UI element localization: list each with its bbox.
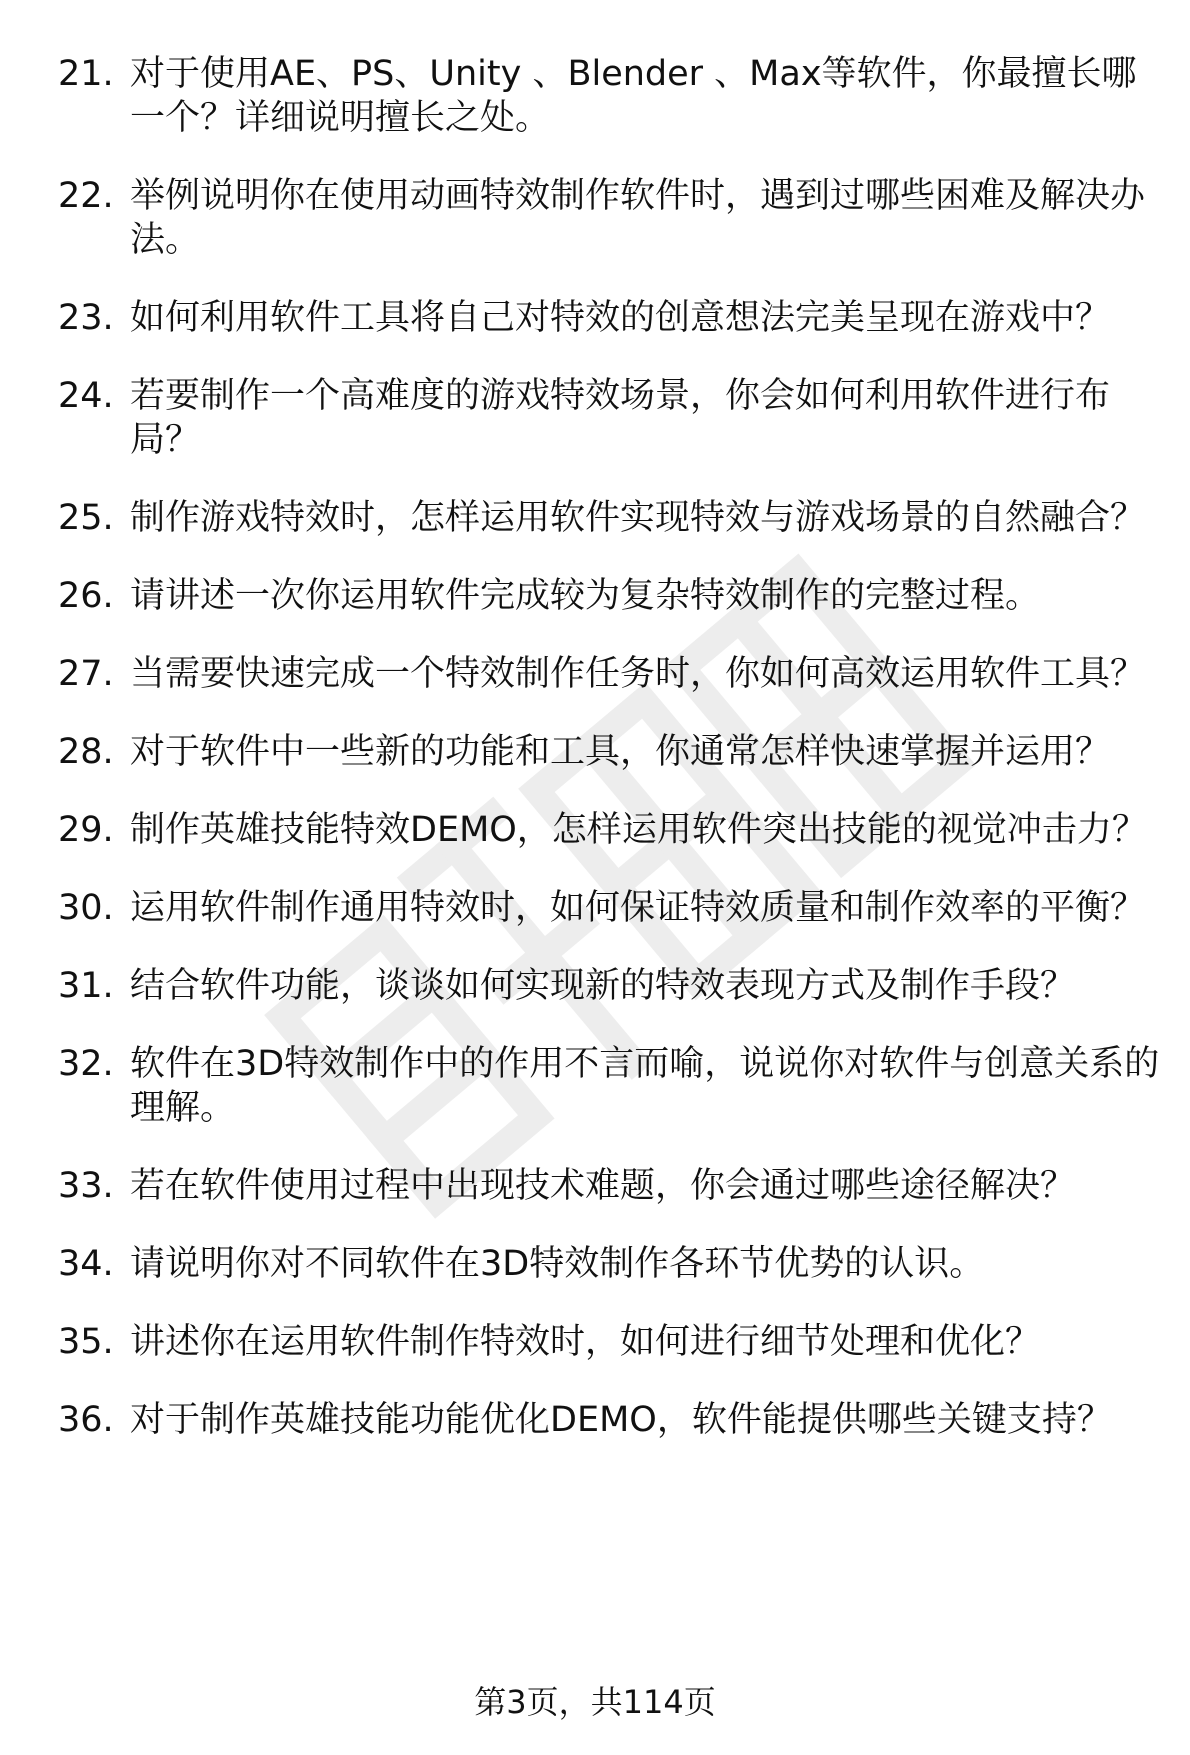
question-number: 35. xyxy=(58,1322,114,1362)
question-text: 制作英雄技能特效DEMO，怎样运用软件突出技能的视觉冲击力？ xyxy=(130,810,1147,850)
question-text: 讲述你在运用软件制作特效时，如何进行细节处理和优化？ xyxy=(130,1322,1041,1362)
question-text: 请讲述一次你运用软件完成较为复杂特效制作的完整过程。 xyxy=(130,576,1041,616)
question-item xyxy=(0,174,1190,262)
question-text: 若在软件使用过程中出现技术难题，你会通过哪些途径解决？ xyxy=(130,1166,1076,1206)
question-number: 26. xyxy=(58,576,114,616)
question-item xyxy=(0,652,1190,696)
question-number: 34. xyxy=(58,1244,114,1284)
question-item xyxy=(0,1398,1190,1442)
question-item xyxy=(0,1242,1190,1286)
question-text: 软件在3D特效制作中的作用不言而喻，说说你对软件与创意关系的理解。 xyxy=(130,1044,1160,1128)
question-item xyxy=(0,574,1190,618)
question-item xyxy=(0,730,1190,774)
question-number: 27. xyxy=(58,654,114,694)
question-item xyxy=(0,296,1190,340)
question-number: 36. xyxy=(58,1400,114,1440)
question-text: 当需要快速完成一个特效制作任务时，你如何高效运用软件工具？ xyxy=(130,654,1146,694)
question-number: 29. xyxy=(58,810,114,850)
question-item xyxy=(0,1320,1190,1364)
question-number: 32. xyxy=(58,1044,114,1084)
question-list xyxy=(0,52,1190,1476)
question-number: 28. xyxy=(58,732,114,772)
question-text: 举例说明你在使用动画特效制作软件时，遇到过哪些困难及解决办法。 xyxy=(130,176,1146,260)
question-text: 结合软件功能，谈谈如何实现新的特效表现方式及制作手段？ xyxy=(130,966,1076,1006)
question-item xyxy=(0,374,1190,462)
question-text: 对于制作英雄技能功能优化DEMO，软件能提供哪些关键支持？ xyxy=(130,1400,1112,1440)
question-number: 21. xyxy=(58,54,114,94)
question-text: 对于使用AE、PS、Unity 、Blender 、Max等软件，你最擅长哪一个？详细说明擅长之处。 xyxy=(130,54,1137,138)
question-number: 23. xyxy=(58,298,114,338)
question-text: 请说明你对不同软件在3D特效制作各环节优势的认识。 xyxy=(130,1244,985,1284)
question-item xyxy=(0,52,1190,140)
question-item xyxy=(0,496,1190,540)
question-number: 25. xyxy=(58,498,114,538)
question-number: 24. xyxy=(58,376,114,416)
question-number: 22. xyxy=(58,176,114,216)
question-item xyxy=(0,886,1190,930)
question-item xyxy=(0,808,1190,852)
question-item xyxy=(0,1042,1190,1130)
question-text: 若要制作一个高难度的游戏特效场景，你会如何利用软件进行布局？ xyxy=(130,376,1111,460)
question-number: 31. xyxy=(58,966,114,1006)
question-text: 制作游戏特效时，怎样运用软件实现特效与游戏场景的自然融合？ xyxy=(130,498,1146,538)
page-footer xyxy=(0,1682,1190,1722)
question-text: 运用软件制作通用特效时，如何保证特效质量和制作效率的平衡？ xyxy=(130,888,1146,928)
question-number: 33. xyxy=(58,1166,114,1206)
question-text: 对于软件中一些新的功能和工具，你通常怎样快速掌握并运用？ xyxy=(130,732,1111,772)
question-item xyxy=(0,964,1190,1008)
question-number: 30. xyxy=(58,888,114,928)
question-text: 如何利用软件工具将自己对特效的创意想法完美呈现在游戏中？ xyxy=(130,298,1111,338)
question-item xyxy=(0,1164,1190,1208)
page-number-label: 第3页，共114页 xyxy=(474,1683,716,1721)
